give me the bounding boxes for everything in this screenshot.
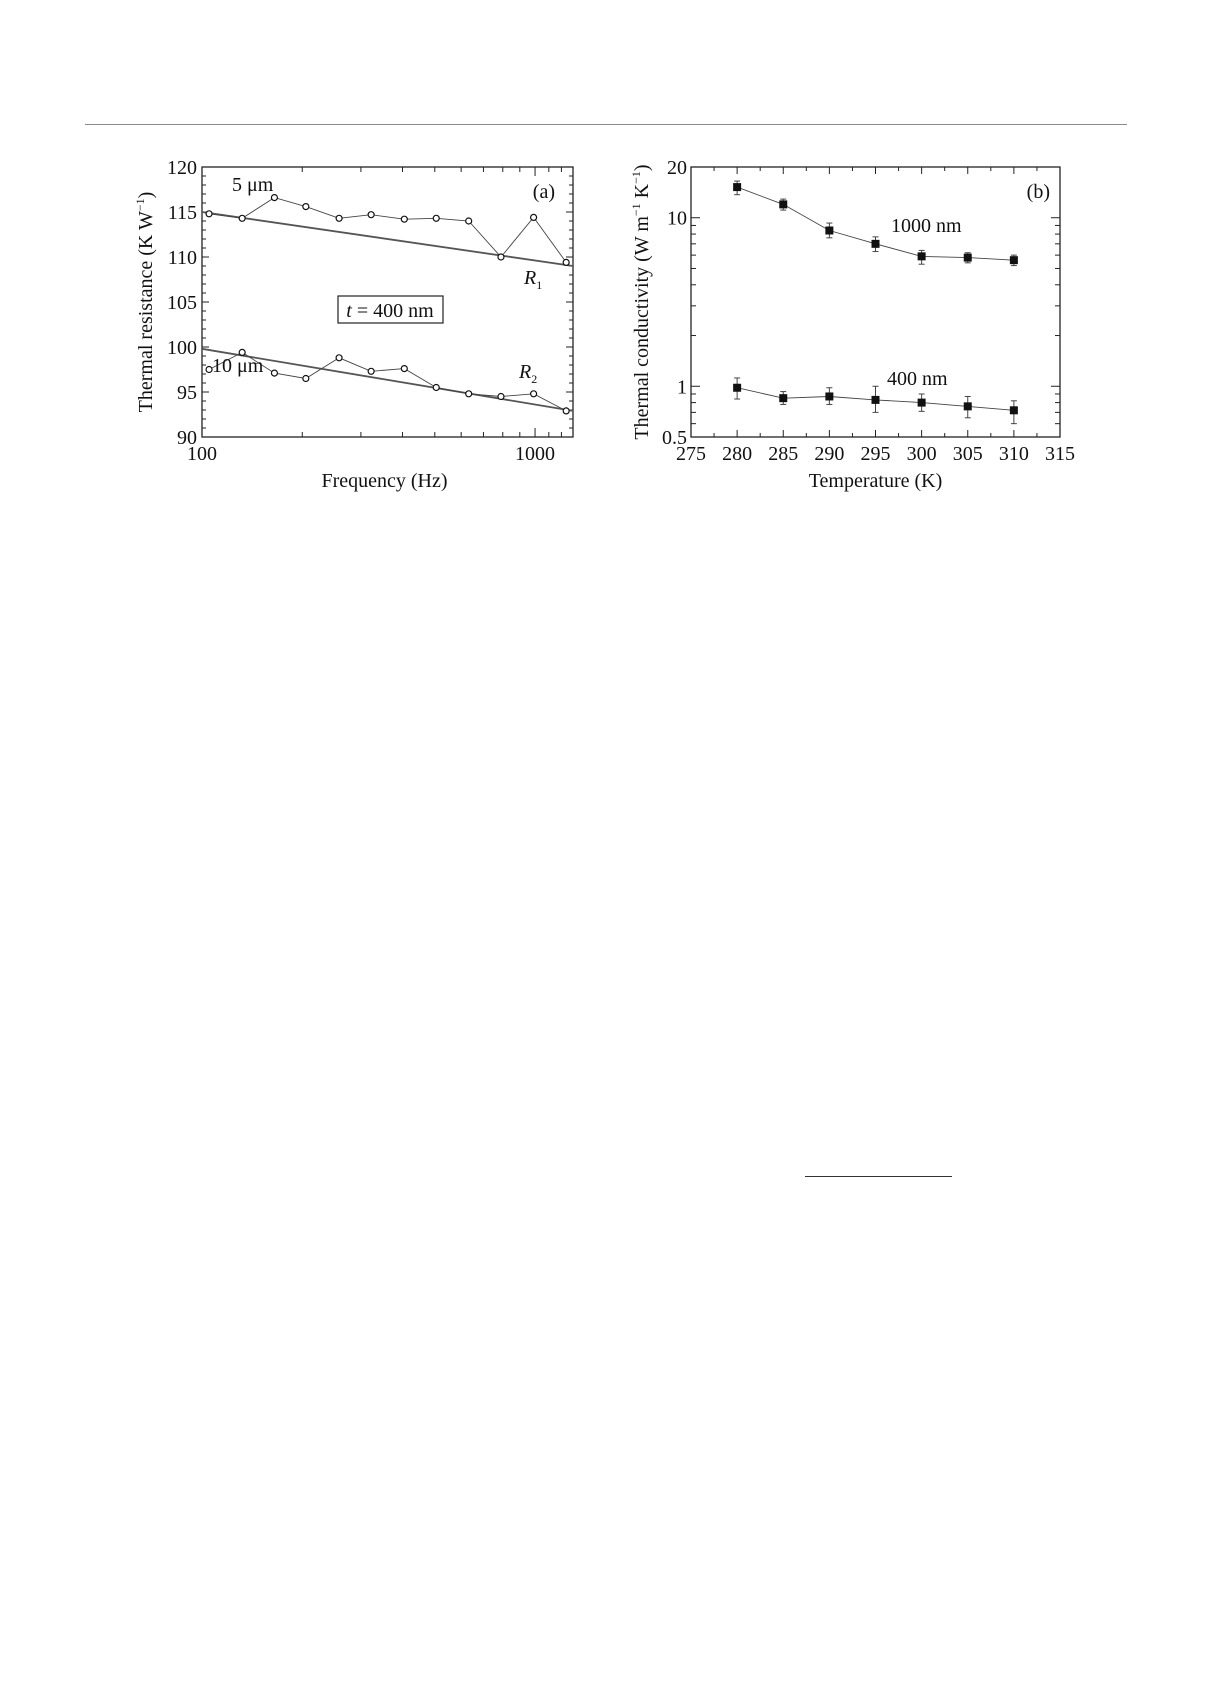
y-tick-label-a: 90 [177,427,197,449]
data-point [872,240,880,248]
y-tick-label-a: 120 [167,157,197,179]
data-point [964,402,972,410]
data-point [779,394,787,402]
panel-label-a: (a) [532,181,555,203]
x-tick-label-b: 285 [768,443,799,465]
x-tick-label-a: 1000 [515,443,556,465]
y-tick-label-b: 0.5 [662,427,687,449]
fit-label-2: $R_2$ [519,361,538,386]
y-tick-label-a: 105 [167,292,197,314]
y-tick-label-a: 115 [167,202,197,224]
y-tick-label-b: 20 [667,157,687,179]
x-tick-label-b: 295 [860,443,891,465]
x-tick-label-b: 315 [1045,443,1075,465]
panel-label-b: (b) [1026,181,1050,203]
data-point [825,392,833,400]
x-axis-label-b: Temperature (K) [808,470,943,492]
y-tick-label-b: 10 [667,207,687,230]
x-tick-label-b: 305 [952,443,983,465]
x-tick-label-b: 280 [722,443,753,465]
series-label-2: 10 μm [212,355,264,377]
x-tick-label-b: 300 [906,443,937,465]
data-point [733,183,741,191]
x-tick-label-b: 275 [676,443,706,465]
x-axis-label-a: Frequency (Hz) [321,470,448,492]
data-point [733,384,741,392]
x-tick-label-b: 310 [998,443,1029,465]
chart-thermal-conductivity [0,0,1211,520]
x-tick-label-b: 290 [814,443,845,465]
y-tick-label-a: 110 [167,247,197,269]
footnote-rule [805,1176,952,1177]
y-tick-label-a: 95 [177,382,197,404]
annotation-text: t = 400 nm [346,300,434,322]
data-point [779,200,787,208]
fit-label-1: $R_1$ [524,267,543,292]
data-point [918,252,926,260]
y-axis-label-b: Thermal conductivity (W $m^{-1}$ $K^{-1}$) [629,164,653,440]
data-point [964,254,972,262]
data-point [872,396,880,404]
data-point [1010,256,1018,264]
x-tick-label-a: 100 [187,443,217,465]
series-label-1: 5 μm [232,174,274,196]
series-label-b-2: 400 nm [887,368,948,390]
y-tick-label-a: 100 [167,337,197,359]
series-label-b-1: 1000 nm [891,215,962,237]
y-tick-label-b: 1 [677,376,687,399]
data-point [825,226,833,234]
data-point [1010,406,1018,414]
y-axis-label-a: Thermal resistance (K $W^{-1}$) [133,191,157,413]
data-point [918,399,926,407]
